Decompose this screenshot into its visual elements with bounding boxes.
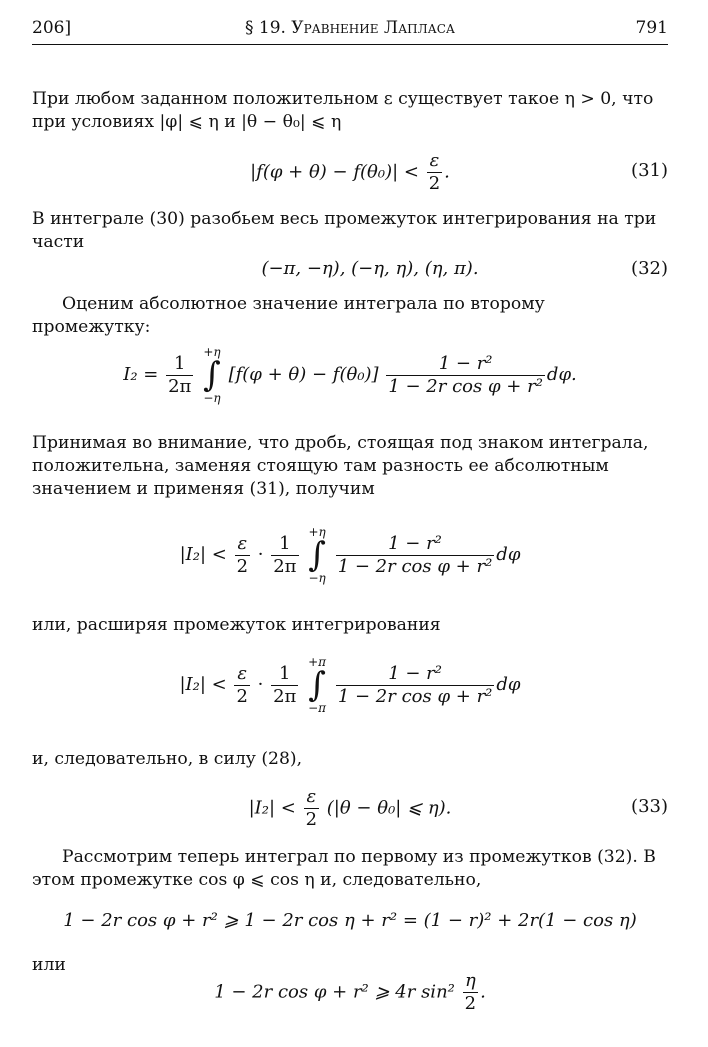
equation-inequality-1-body: 1 − 2r cos φ + r² ⩾ 1 − 2r cos η + r² = (1 − r)² + 2r(1 − cos η) [63, 910, 637, 931]
eqI2-frac-den: 1 − 2r cos φ + r² [388, 375, 543, 397]
eqB-eps-den: 2 [236, 685, 248, 707]
eq31-fraction [427, 150, 442, 195]
eqI2-upper-limit: +η [203, 345, 221, 359]
eqI2-lower-limit: −η [203, 391, 221, 405]
equation-i2 [32, 342, 668, 422]
eqI2-integrand: [f(φ + θ) − f(θ₀)] [228, 364, 379, 385]
equation-33 [32, 786, 668, 830]
eqA-const [271, 533, 298, 578]
eqB-lower-limit: −π [308, 701, 327, 715]
paragraph-3: Оценим абсолютное значение интеграла по второму промежутку: [32, 294, 545, 337]
eqB-const-num: 1 [271, 663, 298, 686]
equation-32 [32, 258, 668, 282]
paragraph-1: При любом заданном положительном ε существует такое η > 0, что при условиях |φ| ⩽ η и |θ − θ₀| ⩽ η [32, 89, 654, 132]
equation-abs-i2-pi-body [32, 656, 668, 714]
eqB-frac-den: 1 − 2r cos φ + r² [337, 685, 493, 707]
eqB-const [271, 663, 298, 708]
equation-inequality-2 [32, 970, 668, 1018]
equation-i2-body [32, 346, 668, 404]
eqA-tail: dφ [496, 544, 521, 565]
equation-abs-i2-eta [32, 522, 668, 604]
equation-31 [32, 150, 668, 194]
eq33-tail: (|θ − θ₀| ⩽ η). [326, 797, 452, 819]
eq31-tail: . [444, 161, 450, 183]
eqB-tail: dφ [496, 674, 521, 695]
eqI2-const [166, 353, 193, 398]
equation-inequality-2-body [32, 970, 668, 1015]
eqB-upper-limit: +π [308, 655, 327, 669]
eqI2-fraction [386, 353, 545, 398]
eqB-eps-num: ε [234, 663, 249, 686]
eqA-frac-den: 1 − 2r cos φ + r² [337, 555, 493, 577]
eqI2-lhs: I₂ = [123, 364, 159, 385]
eqD-fraction [463, 970, 478, 1015]
equation-abs-i2-eta-body [32, 526, 668, 584]
equation-number-33: (33) [631, 796, 668, 817]
integral-sign-icon: ∫ [203, 355, 221, 395]
eq31-left: |f(φ + θ) − f(θ₀)| < [250, 161, 419, 183]
eqA-eps-den: 2 [236, 555, 249, 577]
eq33-den: 2 [305, 809, 318, 830]
eqI2-integral [203, 346, 221, 404]
eqA-eps-num: ε [235, 533, 250, 556]
eqB-lhs: |I₂| < [179, 674, 227, 695]
eqD-tail: . [480, 981, 486, 1003]
eqB-integral [308, 656, 326, 714]
paragraph-2: В интеграле (30) разобьем весь промежуток интегрирования на три части [32, 209, 657, 252]
equation-number-32: (32) [631, 258, 668, 279]
eqB-dot: · [257, 674, 264, 695]
running-header [32, 18, 668, 42]
eqB-fraction [336, 663, 495, 708]
eq33-fraction [304, 786, 319, 831]
integral-sign-icon: ∫ [308, 535, 326, 575]
eqI2-const-den: 2π [168, 375, 192, 397]
paragraph-7: Рассмотрим теперь интеграл по первому из промежутков (32). В этом промежутке cos φ ⩽ cos η и, следовательно, [32, 847, 656, 890]
eqI2-frac-num: 1 − r² [386, 353, 545, 376]
eqB-eps [234, 663, 249, 708]
eq33-num: ε [304, 786, 319, 809]
eqA-const-num: 1 [271, 533, 298, 556]
eqA-lower-limit: −η [308, 571, 326, 585]
eqA-frac-num: 1 − r² [336, 533, 495, 556]
paragraph-6: и, следовательно, в силу (28), [32, 749, 303, 769]
integral-sign-icon: ∫ [308, 665, 326, 705]
eq31-num: ε [427, 150, 442, 173]
eqA-lhs: |I₂| < [179, 544, 227, 565]
eqA-integral [308, 526, 326, 584]
eqD-den: 2 [464, 993, 477, 1014]
eqD-lhs: 1 − 2r cos φ + r² ⩾ 4r sin² [214, 981, 455, 1003]
eqA-fraction [336, 533, 495, 578]
equation-31-body [32, 150, 668, 195]
equation-inequality-1 [32, 910, 668, 936]
equation-abs-i2-pi [32, 652, 668, 734]
paragraph-5: или, расширяя промежуток интегрирования [32, 615, 441, 635]
header-page-number: 791 [635, 18, 668, 38]
equation-32-body: (−π, −η), (−η, η), (η, π). [261, 258, 479, 279]
eqI2-tail: dφ. [546, 364, 577, 385]
equation-33-body [32, 786, 668, 831]
eqB-frac-num: 1 − r² [336, 663, 495, 686]
header-section-title: § 19. Уравнение Лапласа [244, 18, 456, 38]
equation-number-31: (31) [631, 160, 668, 181]
eqD-num: η [463, 970, 478, 993]
paragraph-8: или [32, 955, 66, 975]
paragraph-4: Принимая во внимание, что дробь, стоящая под знаком интеграла, положительна, заменяя стоящую там разность ее абсолютным значением и применяя (31), получим [32, 433, 649, 499]
eqA-const-den: 2π [273, 555, 297, 577]
header-page-bracket: 206] [32, 18, 72, 38]
eqA-eps [235, 533, 250, 578]
header-rule [32, 44, 668, 45]
eqI2-const-num: 1 [166, 353, 193, 376]
eqA-dot: · [257, 544, 264, 565]
eqB-const-den: 2π [273, 685, 297, 707]
eq33-lhs: |I₂| < [248, 797, 296, 819]
eq31-den: 2 [428, 173, 441, 194]
eqA-upper-limit: +η [308, 525, 326, 539]
